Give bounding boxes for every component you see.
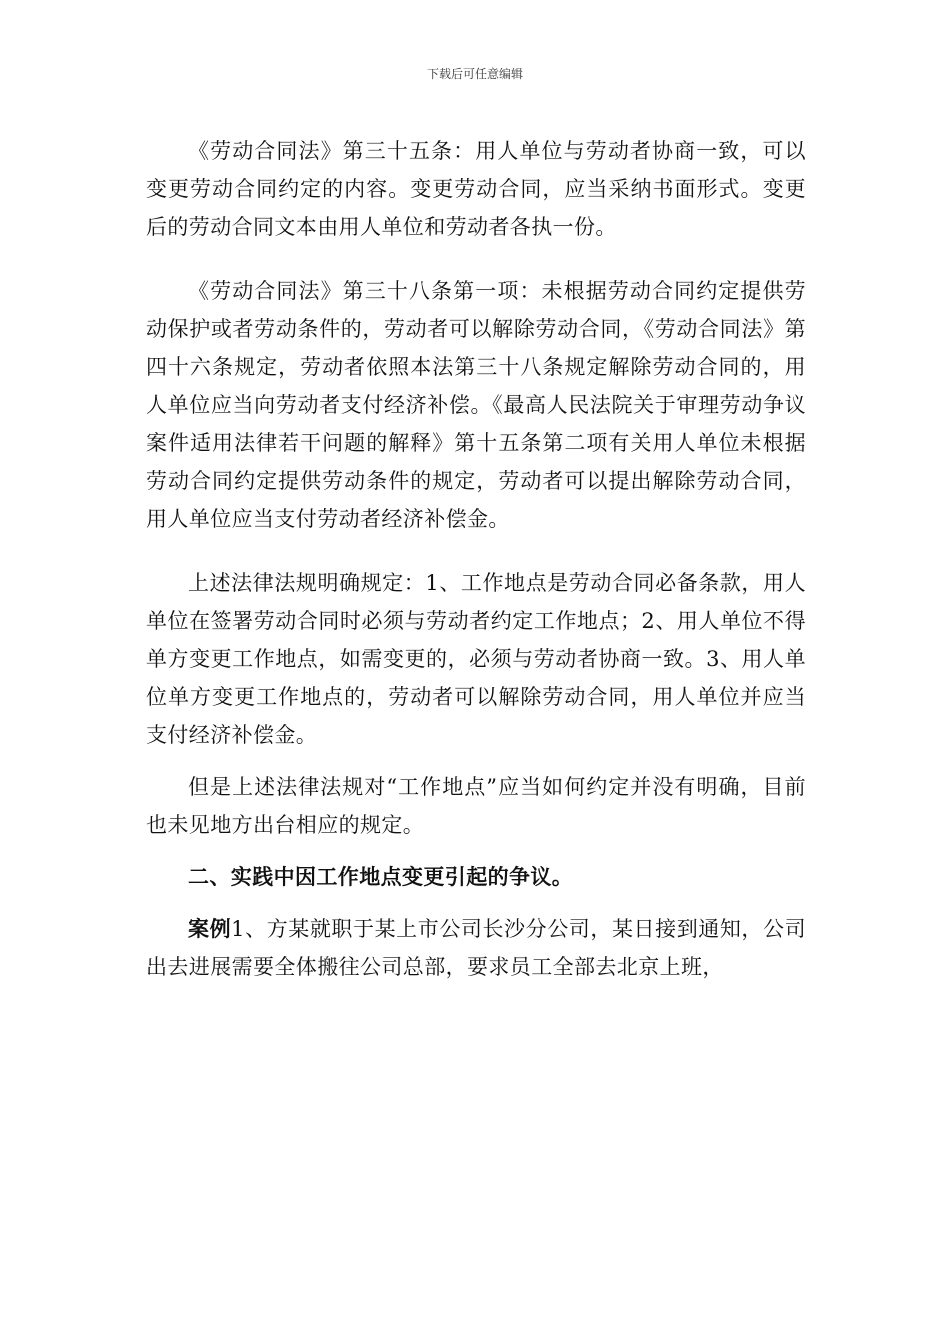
case-label: 案例 [188, 916, 232, 941]
paragraph-article-35: 《劳动合同法》第三十五条：用人单位与劳动者协商一致，可以变更劳动合同约定的内容。变更劳动合同，应当采纳书面形式。变更后的劳动合同文本由用人单位和劳动者各执一份。 [146, 139, 806, 239]
paragraph-article-38: 《劳动合同法》第三十八条第一项：未根据劳动合同约定提供劳动保护或者劳动条件的，劳动者可以解除劳动合同，《劳动合同法》第四十六条规定，劳动者依照本法第三十八条规定解除劳动合同的，用人单位应当向劳动者支付经济补偿。《最高人民法院关于审理劳动争议案件适用法律若干问题的解释》第十五条第二项有关用人单位未根据劳动合同约定提供劳动条件的规定，劳动者可以提出解除劳动合同，用人单位应当支付劳动者经济补偿金。 [146, 279, 806, 531]
section-heading: 二、实践中因工作地点变更引起的争议。 [188, 864, 574, 889]
paragraph-summary: 上述法律法规明确规定：1、工作地点是劳动合同必备条款，用人单位在签署劳动合同时必须与劳动者约定工作地点；2、用人单位不得单方变更工作地点，如需变更的，必须与劳动者协商一致。3、用人单位单方变更工作地点的，劳动者可以解除劳动合同，用人单位并应当支付经济补偿金。 [146, 571, 806, 747]
paragraph-case-1 [146, 910, 806, 986]
case-text: 1、方某就职于某上市公司长沙分公司，某日接到通知，公司出去进展需要全体搬往公司总部，要求员工全部去北京上班， [146, 917, 806, 979]
paragraph-note: 但是上述法律法规对“工作地点”应当如何约定并没有明确，目前也未见地方出台相应的规定。 [146, 775, 806, 837]
document-body [146, 132, 806, 986]
page-header: 下载后可任意编辑 [426, 67, 523, 81]
